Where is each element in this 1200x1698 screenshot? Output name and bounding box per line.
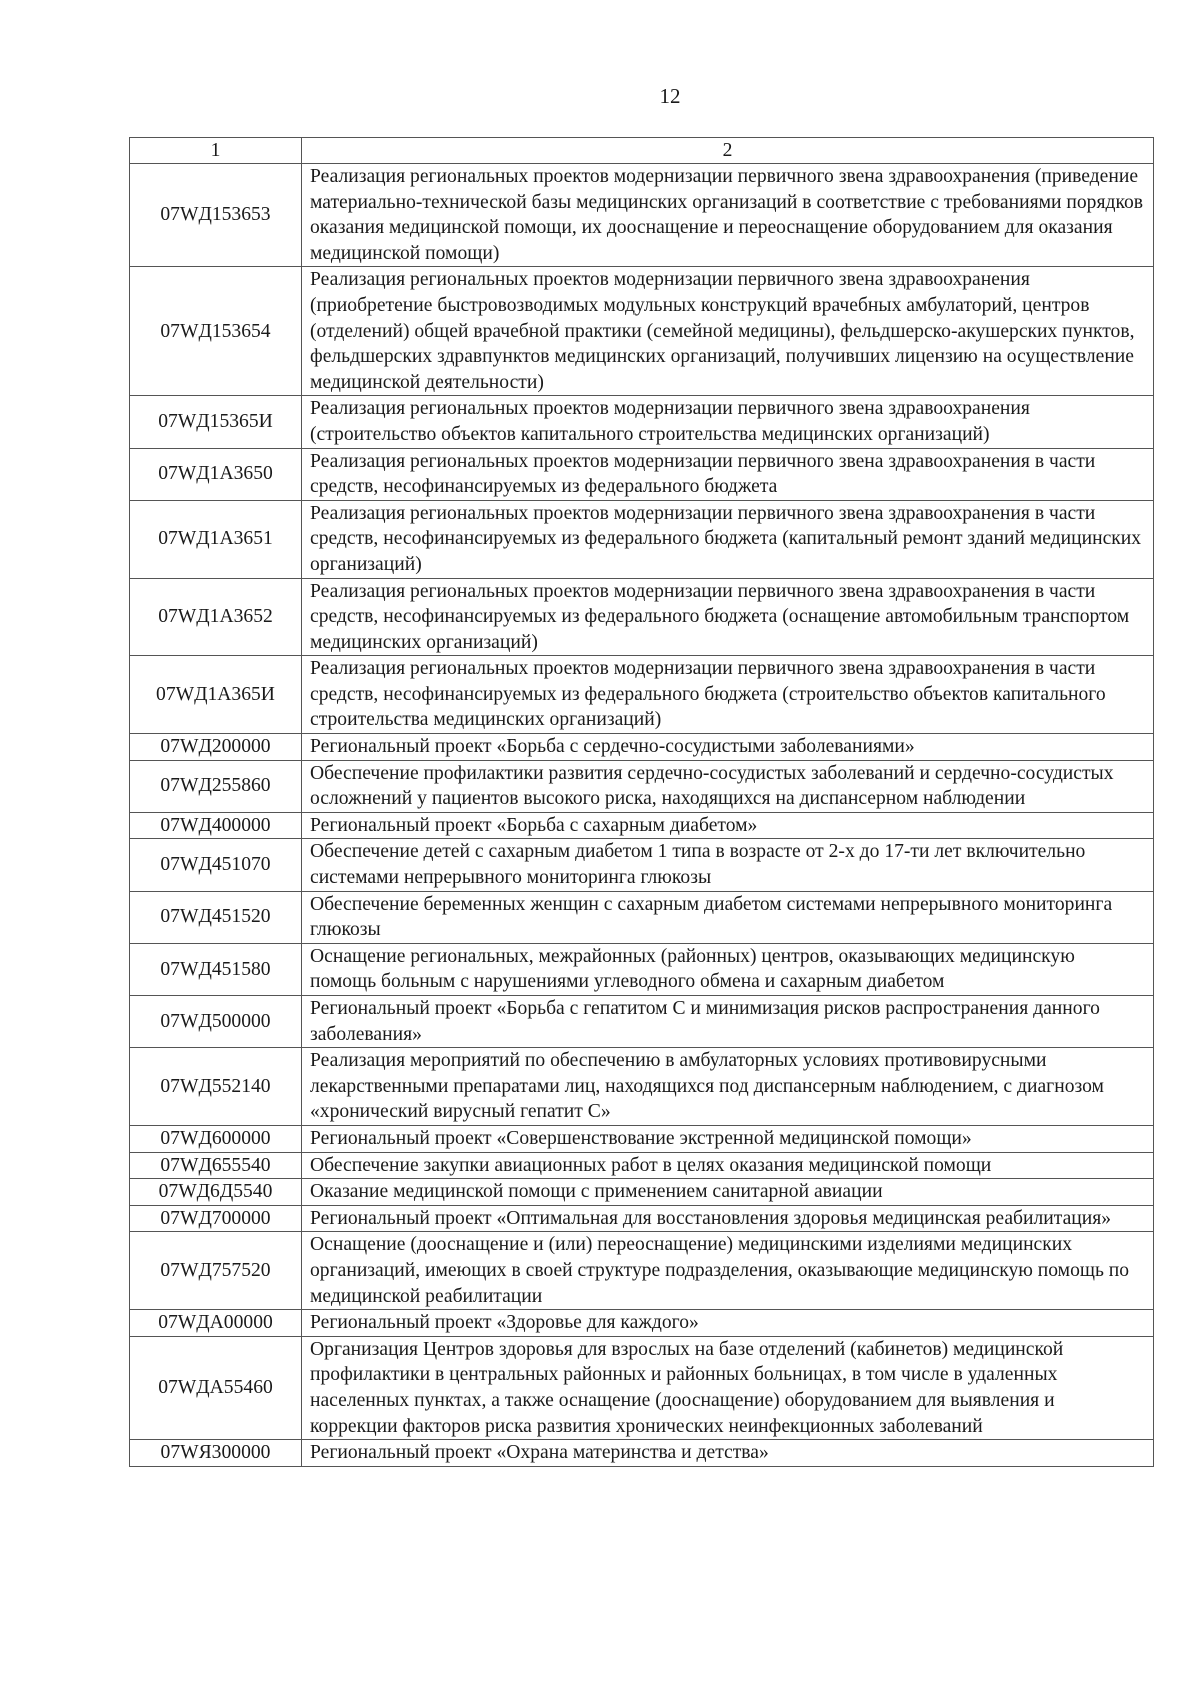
row-code: 07WД153654 bbox=[130, 267, 302, 396]
table-row bbox=[130, 1125, 1154, 1152]
row-description: Обеспечение беременных женщин с сахарным диабетом системами непрерывного мониторинга глюкозы bbox=[302, 891, 1154, 943]
row-description: Обеспечение детей с сахарным диабетом 1 типа в возрасте от 2-х до 17-ти лет включительно системами непрерывного мониторинга глюкозы bbox=[302, 839, 1154, 891]
row-code: 07WДА00000 bbox=[130, 1310, 302, 1337]
row-description: Оснащение региональных, межрайонных (районных) центров, оказывающих медицинскую помощь больным с нарушениями углеводного обмена и сахарным диабетом bbox=[302, 943, 1154, 995]
row-description: Реализация региональных проектов модернизации первичного звена здравоохранения в части средств, несофинансируемых из федерального бюджета bbox=[302, 448, 1154, 500]
row-code: 07WД655540 bbox=[130, 1152, 302, 1179]
table-header-row bbox=[130, 138, 1154, 164]
row-description: Региональный проект «Оптимальная для восстановления здоровья медицинская реабилитация» bbox=[302, 1205, 1154, 1232]
table-row bbox=[130, 1179, 1154, 1206]
table-row bbox=[130, 656, 1154, 734]
row-description: Обеспечение профилактики развития сердечно-сосудистых заболеваний и сердечно-сосудистых осложнений у пациентов высокого риска, находящихся на диспансерном наблюдении bbox=[302, 760, 1154, 812]
row-code: 07WД153653 bbox=[130, 164, 302, 267]
table-row bbox=[130, 500, 1154, 578]
row-description: Реализация региональных проектов модернизации первичного звена здравоохранения в части средств, несофинансируемых из федерального бюджета (строительство объектов капитального строительства медицинских организаций) bbox=[302, 656, 1154, 734]
row-description: Реализация региональных проектов модернизации первичного звена здравоохранения в части средств, несофинансируемых из федерального бюджета (капитальный ремонт зданий медицинских организаций) bbox=[302, 500, 1154, 578]
table-row bbox=[130, 760, 1154, 812]
row-code: 07WД757520 bbox=[130, 1232, 302, 1310]
table-row bbox=[130, 448, 1154, 500]
table-row bbox=[130, 1440, 1154, 1467]
row-code: 07WД255860 bbox=[130, 760, 302, 812]
row-description: Реализация региональных проектов модернизации первичного звена здравоохранения (приобретение быстровозводимых модульных конструкций врачебных амбулаторий, центров (отделений) общей врачебной практики (семейной медицины), фельдшерско-акушерских пунктов, фельдшерских здравпунктов медицинских организаций, получивших лицензию на осуществление медицинской деятельности) bbox=[302, 267, 1154, 396]
row-description: Реализация мероприятий по обеспечению в амбулаторных условиях противовирусными лекарственными препаратами лиц, находящихся под диспансерным наблюдением, с диагнозом «хронический вирусный гепатит С» bbox=[302, 1048, 1154, 1126]
table-row bbox=[130, 1336, 1154, 1439]
row-description: Региональный проект «Борьба с сердечно-сосудистыми заболеваниями» bbox=[302, 734, 1154, 761]
column-header-code: 1 bbox=[130, 138, 302, 164]
row-description: Организация Центров здоровья для взрослых на базе отделений (кабинетов) медицинской профилактики в центральных районных и районных больницах, в том числе в удаленных населенных пунктах, а также оснащение (дооснащение) оборудованием для выявления и коррекции факторов риска развития хронических неинфекционных заболеваний bbox=[302, 1336, 1154, 1439]
row-code: 07WД1А3651 bbox=[130, 500, 302, 578]
row-code: 07WД1А3650 bbox=[130, 448, 302, 500]
budget-codes-table bbox=[129, 137, 1154, 1467]
row-description: Региональный проект «Здоровье для каждого» bbox=[302, 1310, 1154, 1337]
row-code: 07WД6Д5540 bbox=[130, 1179, 302, 1206]
row-code: 07WД451070 bbox=[130, 839, 302, 891]
table-row bbox=[130, 943, 1154, 995]
row-code: 07WД552140 bbox=[130, 1048, 302, 1126]
row-description: Оснащение (дооснащение и (или) переоснащение) медицинскими изделиями медицинских организаций, имеющих в своей структуре подразделения, оказывающие медицинскую помощь по медицинской реабилитации bbox=[302, 1232, 1154, 1310]
row-code: 07WД600000 bbox=[130, 1125, 302, 1152]
table-row bbox=[130, 1205, 1154, 1232]
row-description: Реализация региональных проектов модернизации первичного звена здравоохранения (строительство объектов капитального строительства медицинских организаций) bbox=[302, 396, 1154, 448]
table-row bbox=[130, 891, 1154, 943]
row-code: 07WД15365И bbox=[130, 396, 302, 448]
row-description: Оказание медицинской помощи с применением санитарной авиации bbox=[302, 1179, 1154, 1206]
row-description: Региональный проект «Совершенствование экстренной медицинской помощи» bbox=[302, 1125, 1154, 1152]
table-row bbox=[130, 734, 1154, 761]
row-code: 07WД1А365И bbox=[130, 656, 302, 734]
row-code: 07WЯ300000 bbox=[130, 1440, 302, 1467]
row-code: 07WД1А3652 bbox=[130, 578, 302, 656]
page-number: 12 bbox=[659, 84, 681, 108]
table-row bbox=[130, 396, 1154, 448]
table-row bbox=[130, 1048, 1154, 1126]
row-description: Региональный проект «Борьба с гепатитом С и минимизация рисков распространения данного заболевания» bbox=[302, 996, 1154, 1048]
table-row bbox=[130, 578, 1154, 656]
row-description: Региональный проект «Борьба с сахарным диабетом» bbox=[302, 812, 1154, 839]
row-code: 07WД500000 bbox=[130, 996, 302, 1048]
table-row bbox=[130, 812, 1154, 839]
column-header-description: 2 bbox=[302, 138, 1154, 164]
table-row bbox=[130, 164, 1154, 267]
row-description: Обеспечение закупки авиационных работ в целях оказания медицинской помощи bbox=[302, 1152, 1154, 1179]
table-row bbox=[130, 1152, 1154, 1179]
row-code: 07WД451520 bbox=[130, 891, 302, 943]
row-description: Региональный проект «Охрана материнства и детства» bbox=[302, 1440, 1154, 1467]
table-row bbox=[130, 839, 1154, 891]
table-row bbox=[130, 267, 1154, 396]
row-code: 07WДА55460 bbox=[130, 1336, 302, 1439]
table-row bbox=[130, 1232, 1154, 1310]
table-row bbox=[130, 1310, 1154, 1337]
row-description: Реализация региональных проектов модернизации первичного звена здравоохранения (приведение материально-технической базы медицинских организаций в соответствие с требованиями порядков оказания медицинской помощи, их дооснащение и переоснащение оборудованием для оказания медицинской помощи) bbox=[302, 164, 1154, 267]
row-code: 07WД700000 bbox=[130, 1205, 302, 1232]
row-code: 07WД400000 bbox=[130, 812, 302, 839]
row-description: Реализация региональных проектов модернизации первичного звена здравоохранения в части средств, несофинансируемых из федерального бюджета (оснащение автомобильным транспортом медицинских организаций) bbox=[302, 578, 1154, 656]
row-code: 07WД451580 bbox=[130, 943, 302, 995]
table-row bbox=[130, 996, 1154, 1048]
row-code: 07WД200000 bbox=[130, 734, 302, 761]
